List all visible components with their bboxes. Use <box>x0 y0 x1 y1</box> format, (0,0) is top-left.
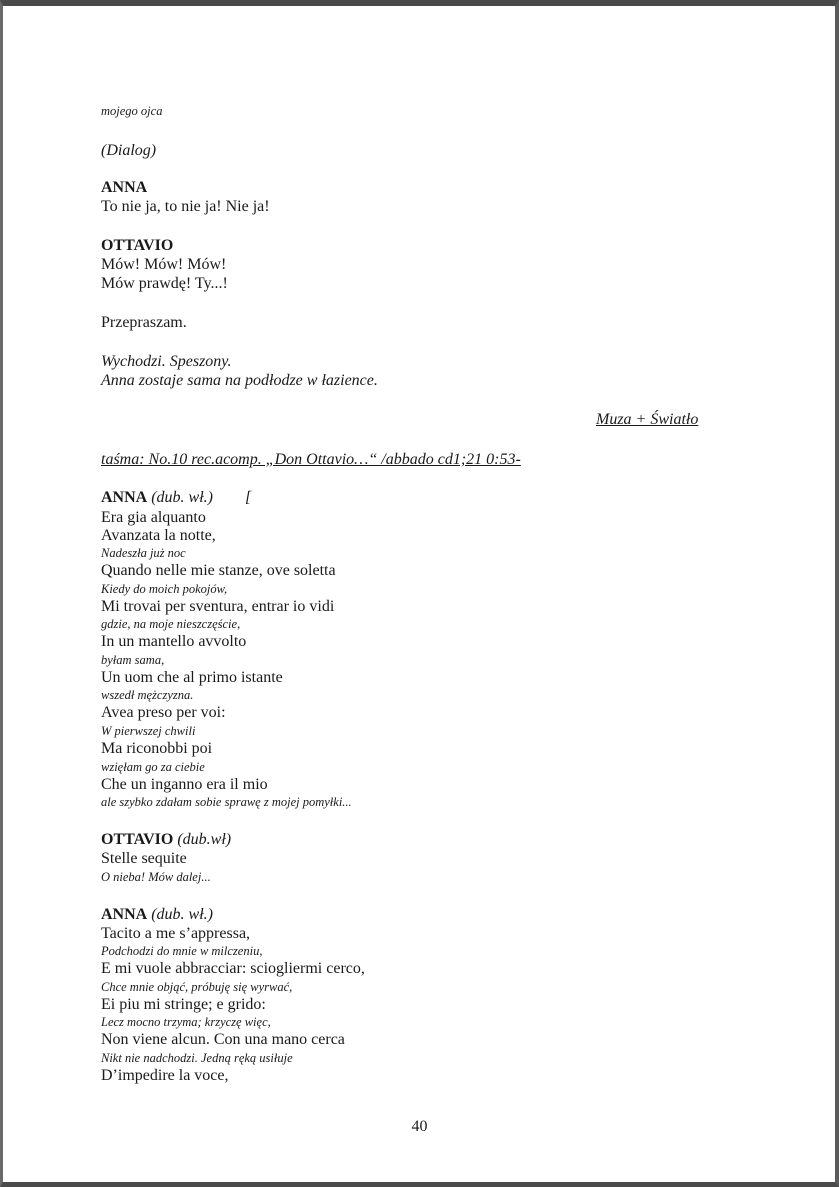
ottavio-line-1: Mów! Mów! Mów! <box>101 256 227 273</box>
speaker-note: (dub. wł.) <box>151 489 213 506</box>
aria1-header <box>101 489 251 507</box>
aria1-translation: byłam sama, <box>101 653 165 667</box>
ottavio-line-2: Mów prawdę! Ty...! <box>101 275 228 292</box>
aria1-translation: ale szybko zdałam sobie sprawę z mojej pomyłki... <box>101 795 352 809</box>
ottavio2-line: Stelle sequite <box>101 850 187 867</box>
aria1-translation: W pierwszej chwili <box>101 724 196 738</box>
aria2-line: Tacito a me s’appressa, <box>101 925 251 942</box>
aria1-line: In un mantello avvolto <box>101 633 247 650</box>
page-number: 40 <box>411 1118 428 1135</box>
aria2-line: E mi vuole abbracciar: sciogliermi cerco, <box>101 960 365 977</box>
tape-cue: taśma: No.10 rec.acomp. „Don Ottavio…“ /abbado cd1;21 0:53- <box>101 451 521 468</box>
aria1-translation: gdzie, na moje nieszczęście, <box>101 617 241 631</box>
aria1-line: Che un inganno era il mio <box>101 776 268 793</box>
header-fragment: mojego ojca <box>101 104 163 118</box>
speaker-ottavio: OTTAVIO <box>101 237 174 254</box>
aria2-line: Ei piu mi stringe; e grido: <box>101 996 266 1013</box>
ottavio2-translation: O nieba! Mów dalej... <box>101 870 211 884</box>
ottavio2-header <box>101 831 231 849</box>
aria1-line: Un uom che al primo istante <box>101 669 283 686</box>
speaker-anna-aria-2: ANNA <box>101 906 148 923</box>
bracket-mark: [ <box>245 489 252 506</box>
dialog-note: (Dialog) <box>101 142 157 159</box>
speaker-anna: ANNA <box>101 179 148 196</box>
aria1-translation: wzięłam go za ciebie <box>101 760 205 774</box>
aria1-line: Mi trovai per sventura, entrar io vidi <box>101 598 335 615</box>
aria2-line: D’impedire la voce, <box>101 1067 229 1084</box>
stage-direction-2: Anna zostaje sama na podłodze w łazience. <box>101 372 378 389</box>
apology-line: Przepraszam. <box>101 314 187 331</box>
aria2-line: Non viene alcun. Con una mano cerca <box>101 1031 345 1048</box>
aria2-translation: Lecz mocno trzyma; krzyczę więc, <box>101 1015 271 1029</box>
aria2-translation: Podchodzi do mnie w milczeniu, <box>101 944 263 958</box>
aria1-translation: Nadeszła już noc <box>101 546 186 560</box>
anna-line: To nie ja, to nie ja! Nie ja! <box>101 198 270 215</box>
cue-music-light: Muza + Światło <box>596 411 699 428</box>
aria1-line: Avea preso per voi: <box>101 704 226 721</box>
aria1-line: Quando nelle mie stanze, ove soletta <box>101 562 336 579</box>
speaker-ottavio-2: OTTAVIO <box>101 831 174 848</box>
stage-direction-1: Wychodzi. Speszony. <box>101 353 232 370</box>
speaker-anna-aria: ANNA <box>101 489 148 506</box>
aria1-line: Era gia alquanto <box>101 509 206 526</box>
aria1-line: Ma riconobbi poi <box>101 740 213 757</box>
aria2-header <box>101 906 213 924</box>
aria2-translation: Nikt nie nadchodzi. Jedną ręką usiłuje <box>101 1051 293 1065</box>
aria1-translation: Kiedy do moich pokojów, <box>101 582 228 596</box>
aria1-translation: wszedł mężczyzna. <box>101 688 194 702</box>
aria1-line: Avanzata la notte, <box>101 527 216 544</box>
speaker-note: (dub.wł) <box>177 831 232 848</box>
speaker-note: (dub. wł.) <box>151 906 213 923</box>
aria2-translation: Chce mnie objąć, próbuję się wyrwać, <box>101 980 293 994</box>
